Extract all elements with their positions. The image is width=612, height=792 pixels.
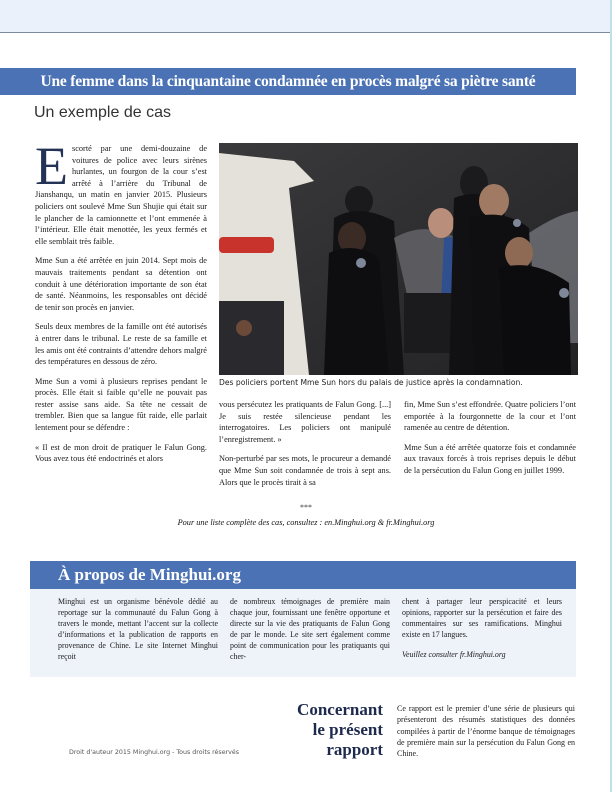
section-subtitle: Un exemple de cas	[34, 104, 171, 121]
article-paragraph: « Il est de mon droit de pratiquer le Falun Gong. Vous avez tous été endoctrinés et alors	[35, 442, 207, 464]
article-column-right	[404, 399, 576, 485]
report-heading-line: Concernant	[297, 700, 383, 719]
page-title: Une femme dans la cinquantaine condamnée en procès malgré sa piètre santé	[0, 68, 576, 95]
about-column-3	[402, 596, 562, 669]
about-heading: À propos de Minghui.org	[30, 561, 576, 589]
about-paragraph: Minghui est un organisme bénévole dédié au reportage sur la communauté du Falun Gong à travers le monde, mettant l’accent sur la collecte d’informations et la publication de rapports en provenance de Chine. Le site Internet Minghui reçoit	[58, 597, 218, 661]
article-column-middle	[219, 399, 391, 496]
about-column-1	[58, 596, 218, 671]
article-paragraph: fin, Mme Sun s’est effondrée. Quatre policiers l’ont emportée à la fourgonnette de la cour et l’ont ramenée au centre de détention.	[404, 400, 576, 433]
report-description: Ce rapport est le premier d’une série de plusieurs qui présenteront des résumés statistiques des données compilées à partir de l’énorme banque de témoignages de première main sur la persécution du Falun Gong en Chine.	[397, 704, 575, 759]
article-paragraph: scorté par une demi-douzaine de voitures de police avec leurs sirènes hurlantes, un fourgon de la cour s’est arrêté à l’arrière du Tribunal de Jianshanqu, un matin en janvier 2015. Plusieurs policiers ont soulevé Mme Sun Shujie qui était sur le plancher de la camionnette et l’ont emmenée à l’intérieur. Elle était menottée, les yeux fermés et elle semblait très faible.	[35, 144, 207, 246]
article-paragraph: Seuls deux membres de la famille ont été autorisés à entrer dans le tribunal. Le reste de sa famille et les amis ont été contraints d’attendre dehors malgré des températures en dessous de zéro.	[35, 322, 207, 367]
drop-cap: E	[35, 136, 68, 196]
report-heading-line: le présent	[312, 720, 383, 739]
article-photo	[219, 143, 578, 375]
article-paragraph: Mme Sun a été arrêtée quatorze fois et condamnée aux travaux forcés à trois reprises depuis le début de la persécution du Falun Gong en juillet 1999.	[404, 442, 576, 475]
section-separator: ***	[300, 503, 312, 512]
photo-illustration	[219, 143, 578, 375]
article-column-left	[35, 136, 207, 473]
visit-link[interactable]: Veuillez consulter fr.Minghui.org	[402, 650, 506, 659]
report-heading-line: rapport	[326, 740, 383, 759]
article-paragraph: vous persécutez les pratiquants de Falun Gong. [...] Je suis restée silencieuse pendant les interrogatoires. Les policiers ont manipulé l’enregistrement. »	[219, 400, 391, 444]
copyright-notice: Droit d'auteur 2015 Minghui.org - Tous droits réservés	[69, 749, 240, 756]
about-column-2	[230, 596, 390, 671]
about-paragraph: chent à partager leur perspicacité et leurs opinions, rapporter sur la persécution et faire des commentaires sur ses ramifications. Minghui existe en 17 langues.	[402, 597, 562, 639]
top-band	[0, 0, 610, 33]
cases-link[interactable]: Pour une liste complète des cas, consultez : en.Minghui.org & fr.Minghui.org	[177, 518, 435, 527]
article-paragraph: Mme Sun a été arrêtée en juin 2014. Sept mois de mauvais traitements pendant sa détention ont conduit à une détérioration importante de son état de santé. Néanmoins, les responsables ont décidé de tenir son procès en janvier.	[35, 256, 207, 312]
about-paragraph: de nombreux témoignages de première main chaque jour, fournissant une fenêtre opportune et directe sur la vie des pratiquants de Falun Gong de par le monde. Le site sert également comme point de communication pour les pratiquants qui cher-	[230, 597, 390, 661]
photo-caption: Des policiers portent Mme Sun hors du palais de justice après la condamnation.	[219, 378, 523, 387]
report-heading	[270, 700, 383, 760]
article-paragraph: Mme Sun a vomi à plusieurs reprises pendant le procès. Elle était si faible qu’elle ne pouvait pas rester assise sans aide. Sa tête ne cessait de trembler. Bien que sa langue fût raide, elle parlait lentement pour se défendre :	[35, 376, 207, 433]
article-paragraph: Non-perturbé par ses mots, le procureur a demandé que Mme Sun soit condamnée de trois à sept ans. Alors que le procès tirait à sa	[219, 454, 391, 487]
